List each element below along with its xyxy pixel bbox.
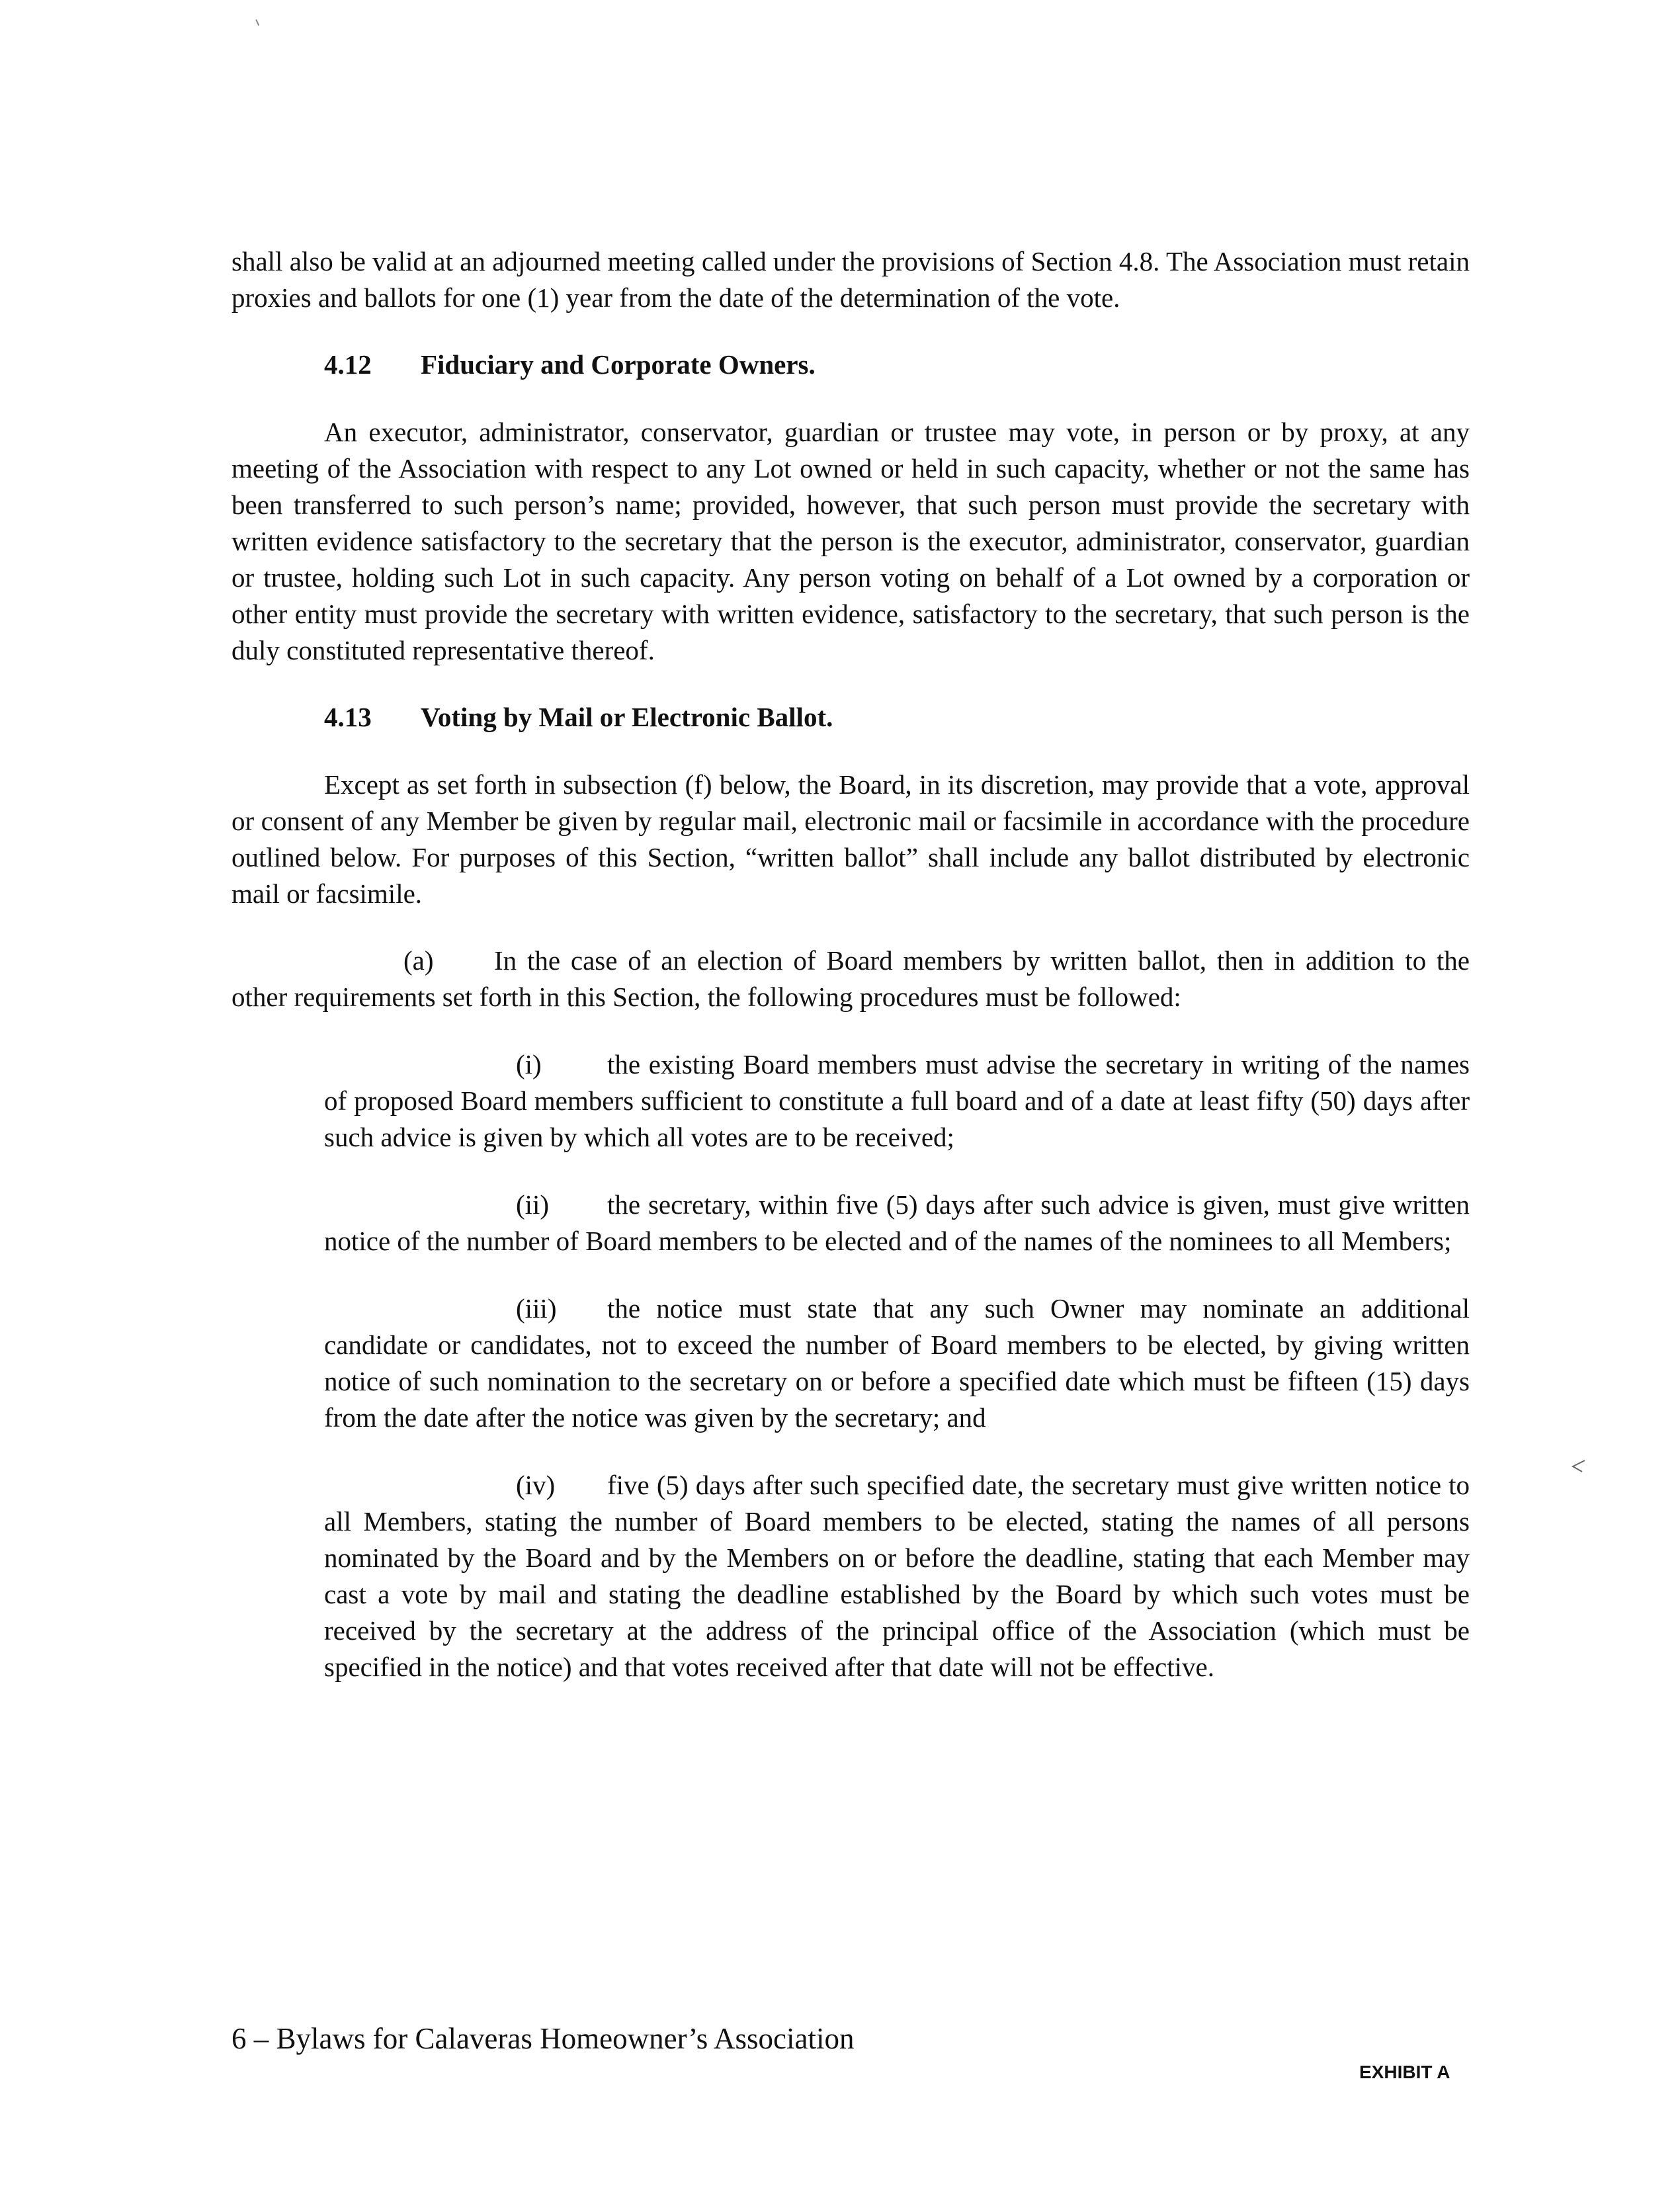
item-label: (iv) — [516, 1470, 556, 1500]
section-number: 4.13 — [324, 702, 372, 732]
list-item-i — [324, 1046, 1470, 1156]
item-label: (ii) — [516, 1189, 550, 1220]
subsection-a — [231, 943, 1470, 1015]
opening-paragraph: shall also be valid at an adjourned meeting called under the provisions of Section 4.8. The Association must retain proxies and ballots for one (1) year from the date of the determination of the vote. — [231, 246, 1470, 313]
list-item-ii — [324, 1187, 1470, 1259]
list-item-iii — [324, 1290, 1470, 1436]
item-label: (iii) — [516, 1293, 557, 1324]
page-footer-title: 6 – Bylaws for Calaveras Homeowner’s Association — [231, 2022, 855, 2055]
document-body — [231, 243, 1470, 1716]
section-heading-4-13 — [324, 699, 1470, 736]
section-4-13-body: Except as set forth in subsection (f) below, the Board, in its discretion, may provide that a vote, approval or consent of any Member be given by regular mail, electronic mail or facsimile in accordance with the procedure outlined below. For purposes of this Section, “written ballot” shall include any ballot distributed by electronic mail or facsimile. — [231, 769, 1470, 909]
margin-caret-mark — [1569, 1458, 1587, 1473]
item-text: the existing Board members must advise the secretary in writing of the names of proposed Board members sufficient to constitute a full board and of a date at least fifty (50) days after such advice is given by which all votes are to be received; — [324, 1049, 1470, 1152]
section-number: 4.12 — [324, 349, 372, 380]
section-title: Fiduciary and Corporate Owners. — [421, 349, 816, 380]
item-text: the notice must state that any such Owner may nominate an additional candidate or candidates, not to exceed the number of Board members to be elected, by giving written notice of such nomination to the secretary on or before a specified date which must be fifteen (15) days from the date after the notice was given by the secretary; and — [324, 1293, 1470, 1433]
section-title: Voting by Mail or Electronic Ballot. — [421, 702, 833, 732]
item-text: five (5) days after such specified date, the secretary must give written notice to all Members, stating the number of Board members to be elected, stating the names of all persons nominated by the Board and by the Members on or before the deadline, stating that each Member may cast a vote by mail and stating the deadline established by the Board by which such votes must be received by the secretary at the address of the principal office of the Association (which must be specified in the notice) and that votes received after that date will not be effective. — [324, 1470, 1470, 1682]
section-4-12-body: An executor, administrator, conservator, guardian or trustee may vote, in person or by proxy, at any meeting of the Association with respect to any Lot owned or held in such capacity, whether or not the same has been transferred to such person’s name; provided, however, that such person must provide the secretary with written evidence satisfactory to the secretary that the person is the executor, administrator, conservator, guardian or trustee, holding such Lot in such capacity. Any person voting on behalf of a Lot owned by a corporation or other entity must provide the secretary with written evidence, satisfactory to the secretary, that such person is the duly constituted representative thereof. — [231, 417, 1470, 665]
stray-scan-mark — [255, 18, 263, 26]
item-label: (i) — [516, 1049, 542, 1079]
list-item-iv — [324, 1467, 1470, 1685]
item-text: the secretary, within five (5) days after such advice is given, must give written notice of the number of Board members to be elected and of the names of the nominees to all Members; — [324, 1189, 1470, 1256]
exhibit-label: EXHIBIT A — [1359, 2062, 1450, 2082]
subsection-text: In the case of an election of Board members by written ballot, then in addition to the other requirements set forth in this Section, the following procedures must be followed: — [231, 945, 1470, 1012]
section-heading-4-12 — [324, 347, 1470, 383]
subsection-label: (a) — [403, 945, 434, 976]
